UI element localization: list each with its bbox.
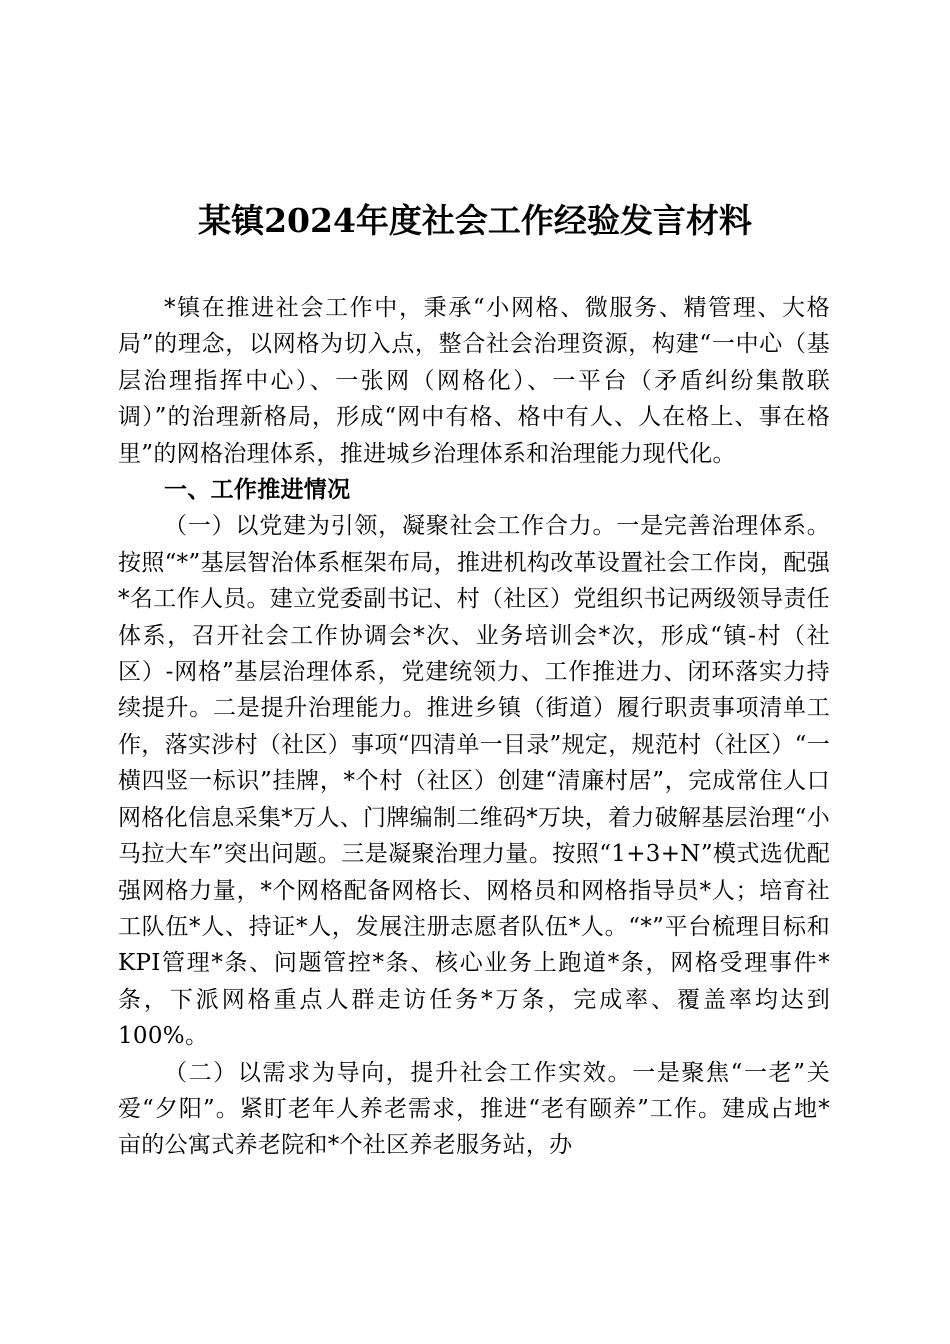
intro-paragraph: *镇在推进社会工作中，秉承“小网格、微服务、精管理、大格局”的理念，以网格为切入点，整合社会治理资源，构建“一中心（基层治理指挥中心）、一张网（网格化）、一平台（矛盾纠纷集散联调）”的治理新格局，形成“网中有格、格中有人、人在格上、事在格里”的网格治理体系，推进城乡治理体系和治理能力现代化。 <box>118 295 830 467</box>
subsection-paragraph-2: （二）以需求为导向，提升社会工作实效。一是聚焦“一老”关爱“夕阳”。紧盯老年人养老需求，推进“老有颐养”工作。建成占地*亩的公寓式养老院和*个社区养老服务站，办 <box>118 1059 830 1159</box>
document-body <box>118 290 830 1164</box>
section-heading: 一、工作推进情况 <box>164 477 351 504</box>
subsection-paragraph-1: （一）以党建为引领，凝聚社会工作合力。一是完善治理体系。按照“*”基层智治体系框架布局，推进机构改革设置社会工作岗，配强*名工作人员。建立党委副书记、村（社区）党组织书记两级领导责任体系，召开社会工作协调会*次、业务培训会*次，形成“镇-村（社区）-网格”基层治理体系，党建统领力、工作推进力、闭环落实力持续提升。二是提升治理能力。推进乡镇（街道）履行职责事项清单工作，落实涉村（社区）事项“四清单一目录”规定，规范村（社区）“一横四竖一标识”挂牌，*个村（社区）创建“清廉村居”，完成常住人口网格化信息采集*万人、门牌编制二维码*万块，着力破解基层治理“小马拉大车”突出问题。三是凝聚治理力量。按照“1+3+N”模式选优配强网格力量，*个网格配备网格长、网格员和网格指导员*人；培育社工队伍*人、持证*人，发展注册志愿者队伍*人。“*”平台梳理目标和KPI管理*条、问题管控*条、核心业务上跑道*条，网格受理事件*条，下派网格重点人群走访任务*万条，完成率、覆盖率均达到100%。 <box>118 513 830 1050</box>
document-title: 某镇2024年度社会工作经验发言材料 <box>198 201 752 240</box>
